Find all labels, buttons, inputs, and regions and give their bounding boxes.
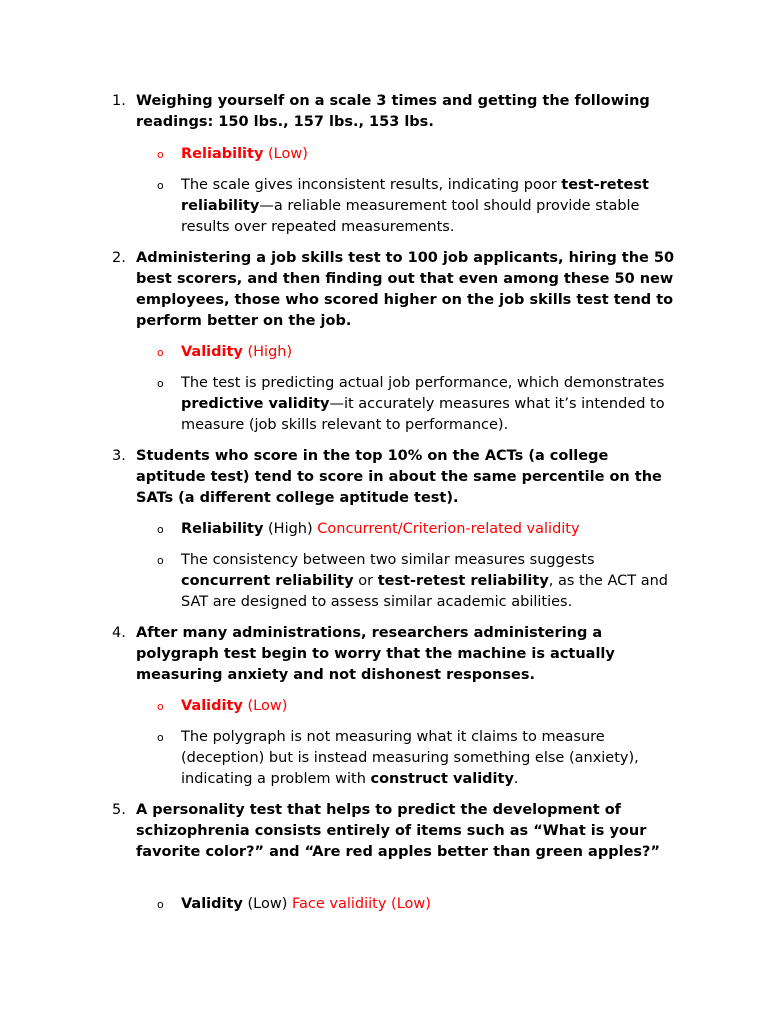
- question-number: 1.: [112, 93, 126, 109]
- explanation-text: The scale gives inconsistent results, indicating poor test-retest reliability—a reliable measurement tool should provide stable results over repeated measurements.: [181, 177, 649, 235]
- explanation-text: The test is predicting actual job performance, which demonstrates predictive validity—it accurately measures what it’s intended to measure (job skills relevant to performance).: [181, 375, 665, 433]
- question-text: A personality test that helps to predict the development of schizophrenia consists entirely of items such as “What is your favorite color?” and “Are red apples better than green apples?”: [136, 802, 660, 860]
- question-number: 4.: [112, 625, 126, 641]
- question-text: After many administrations, researchers administering a polygraph test begin to worry that the machine is actually measuring anxiety and not dishonest responses.: [136, 625, 615, 683]
- question-text: Administering a job skills test to 100 job applicants, hiring the 50 best scorers, and then finding out that even among these 50 new employees, those who scored higher on the job skills test tend to perform better on the job.: [136, 250, 675, 329]
- bullet-marker-icon: o: [157, 346, 164, 359]
- answer-level: (Low): [268, 146, 308, 162]
- answer-term: Validity: [181, 896, 243, 912]
- bullet-marker-icon: o: [157, 731, 164, 744]
- question-number: 2.: [112, 250, 126, 266]
- explanation-text: The polygraph is not measuring what it claims to measure (deception) but is instead measuring something else (anxiety), indicating a problem with construct validity.: [181, 729, 639, 787]
- answer-correction: Face validiity (Low): [291, 896, 431, 912]
- question-number: 5.: [112, 802, 126, 818]
- explanation-text: The consistency between two similar measures suggests concurrent reliability or test-retest reliability, as the ACT and SAT are designed to assess similar academic abilities.: [181, 552, 668, 610]
- answer-term: Validity: [181, 698, 243, 714]
- answer-term: Reliability: [181, 521, 264, 537]
- answer-level: (High): [247, 344, 293, 360]
- bullet-marker-icon: o: [157, 898, 164, 911]
- answer-level: (High): [268, 521, 313, 537]
- bullet-marker-icon: o: [157, 148, 164, 161]
- bullet-marker-icon: o: [157, 179, 164, 192]
- question-text: Weighing yourself on a scale 3 times and getting the following readings: 150 lbs., 157 lbs., 153 lbs.: [136, 93, 650, 130]
- bullet-marker-icon: o: [157, 554, 164, 567]
- question-text: Students who score in the top 10% on the ACTs (a college aptitude test) tend to score in about the same percentile on the SATs (a different college aptitude test).: [136, 448, 662, 506]
- answer-level: (Low): [247, 896, 288, 912]
- bullet-marker-icon: o: [157, 377, 164, 390]
- answer-term: Validity: [181, 344, 243, 360]
- question-number: 3.: [112, 448, 126, 464]
- answer-term: Reliability: [181, 146, 264, 162]
- bullet-marker-icon: o: [157, 523, 164, 536]
- bullet-marker-icon: o: [157, 700, 164, 713]
- answer-level: (Low): [247, 698, 288, 714]
- answer-correction: Concurrent/Criterion-related validity: [317, 521, 580, 537]
